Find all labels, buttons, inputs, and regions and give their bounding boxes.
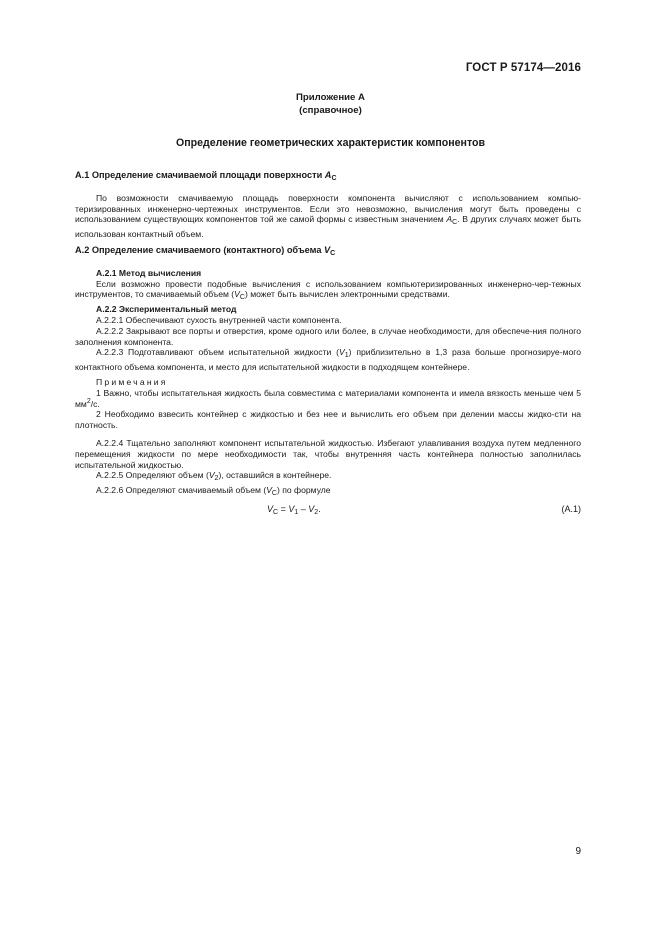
main-title: Определение геометрических характеристик компонентов (176, 137, 485, 149)
subsection-a21-title: А.2.1 Метод вычисления (96, 267, 202, 278)
clause-a226: А.2.2.6 Определяют смачиваемый объем $(V_C)$ по формуле (96, 485, 331, 498)
clause-a222: А.2.2.2 Закрывают все порты и отверстия, кроме одного или более, в случае необходимости, для обеспече-ния полного заполнения компонента. (75, 325, 581, 347)
section-a1 (75, 170, 581, 240)
page-number: 9 (575, 846, 581, 857)
annex-title: Приложение А (296, 92, 365, 103)
note-1: 1 Важно, чтобы испытательная жидкость была совместима с материалами компонента и имела вязкость меньше чем 5 $мм^2/с$. (75, 387, 581, 409)
symbol-a-sub: C (331, 175, 337, 182)
formula-number: (А.1) (561, 503, 581, 514)
section-a1-title: А.1 Определение смачиваемой площади поверхности $A_C$ (75, 170, 337, 182)
standard-header: ГОСТ Р 57174—2016 (465, 62, 581, 74)
formula-expression: $V_C = V_1 - V_2$. (267, 503, 321, 516)
clause-a223: А.2.2.3 Подготавливают объем испытательной жидкости $(V_1)$ приблизительно в 1,3 раза больше прогнозируе-мого контактного объема компонента, и место для испытательной жидкости в подходящем контейнере. (75, 347, 581, 373)
annex-heading (0, 92, 661, 117)
subsection-a22-title: А.2.2 Экспериментальный метод (96, 304, 237, 315)
section-a1-paragraph: По возможности смачиваемую площадь поверхности компонента вычисляют с использованием компью-теризированных инженерно-чертежных инструментов. Если это невозможно, вычисления могут быть проведены с использованием существующих компонентов той же самой формы с известным значением $A_C$. В других случаях может быть использован контактный объем. (75, 192, 581, 240)
symbol-v: V (324, 245, 331, 255)
symbol-a: A (324, 170, 332, 180)
clause-a221: А.2.2.1 Обеспечивают сухость внутренней части компонента. (96, 314, 342, 325)
section-a2-title: А.2 Определение смачиваемого (контактного) объема $V_C$ (75, 245, 336, 257)
formula-a1 (75, 504, 581, 518)
note-2: 2 Необходимо взвесить контейнер с жидкостью и без нее и вычислить его объем при делении массы жидко-сти на плотность. (75, 409, 581, 431)
annex-status: (справочное) (299, 104, 362, 116)
notes-title: Примечания (96, 376, 168, 387)
subsection-a21-text: Если возможно провести подобные вычисления с использованием компьютеризированных инженерно-чер-тежных инструментов, то смачиваемый объем $(V_C)$ может быть вычислен электронными средствами. (75, 278, 581, 302)
clause-a225: А.2.2.5 Определяют объем $(V_2)$, оставшийся в контейнере. (96, 470, 332, 483)
symbol-v-sub: C (330, 250, 336, 257)
clause-a224: А.2.2.4 Тщательно заполняют компонент испытательной жидкостью. Избегают улавливания воздуха путем медленного перемещения жидкости по мере необходимости так, чтобы внутренняя часть контейнера полностью заполнилась испытательной жидкостью. (75, 437, 581, 470)
section-a2 (75, 245, 581, 518)
